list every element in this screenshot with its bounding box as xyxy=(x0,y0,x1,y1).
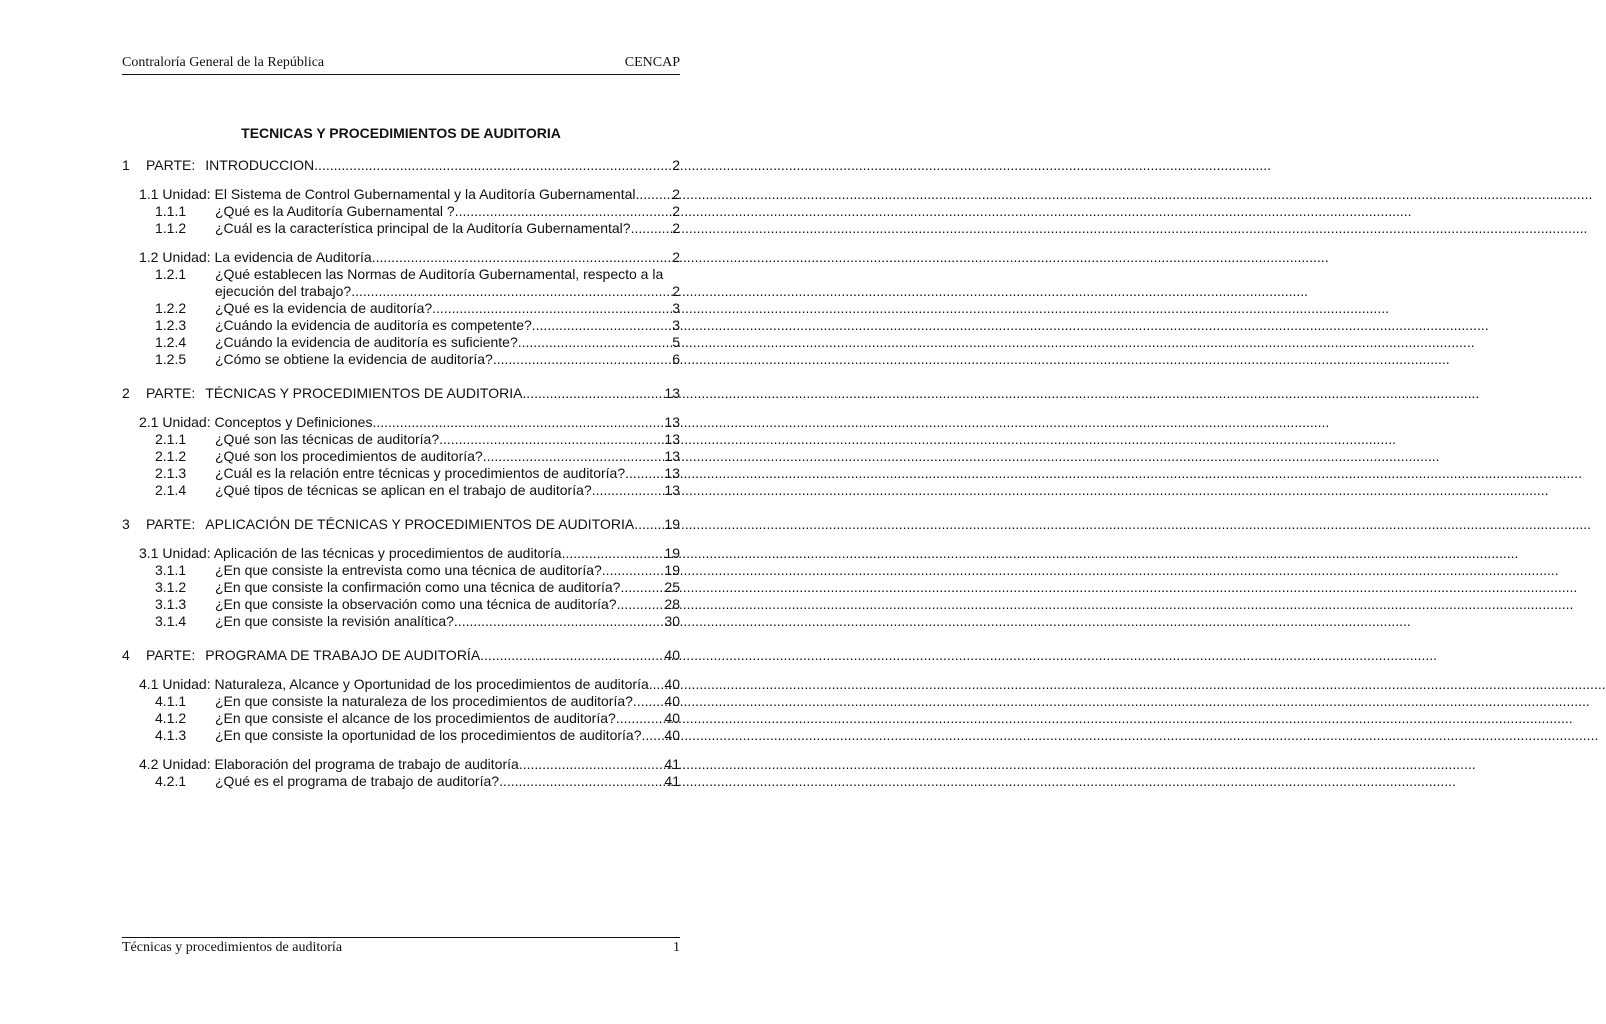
toc-item[interactable]: 1.1.1 ¿Qué es la Auditoría Gubernamental ? ..... 2 xyxy=(122,203,680,220)
page-number: 28 xyxy=(664,596,680,612)
page-number: 6 xyxy=(672,351,680,367)
page-number: 2 xyxy=(672,283,680,299)
toc-part[interactable]: 4 PARTE: PROGRAMA DE TRABAJO DE AUDITORÍA ..... 40 xyxy=(122,647,680,664)
toc-item[interactable]: 1.2.4 ¿Cuándo la evidencia de auditoría es suficiente? ..... 5 xyxy=(122,334,680,351)
toc-unit[interactable]: 1.2 Unidad: La evidencia de Auditoría ..... 2 xyxy=(122,249,680,266)
toc-item[interactable]: 2.1.4 ¿Qué tipos de técnicas se aplican en el trabajo de auditoría? ..... 13 xyxy=(122,482,680,499)
page-number: 41 xyxy=(664,756,680,772)
page-number: 2 xyxy=(672,157,680,173)
toc-unit[interactable]: 2.1 Unidad: Conceptos y Definiciones ..... 13 xyxy=(122,414,680,431)
page-header xyxy=(122,55,680,75)
toc-item[interactable]: 4.1.3 ¿En que consiste la oportunidad de los procedimientos de auditoría? ..... 40 xyxy=(122,727,680,744)
page-number: 19 xyxy=(664,516,680,532)
toc-item[interactable]: 4.2.1 ¿Qué es el programa de trabajo de auditoría? ..... 41 xyxy=(122,773,680,790)
toc-item[interactable]: 2.1.2 ¿Qué son los procedimientos de auditoría? ..... 13 xyxy=(122,448,680,465)
header-organization: Contraloría General de la República xyxy=(122,55,325,70)
page-number: 13 xyxy=(664,414,680,430)
page-number: 19 xyxy=(664,562,680,578)
toc-item[interactable]: 3.1.2 ¿En que consiste la confirmación como una técnica de auditoría? ..... 25 xyxy=(122,579,680,596)
toc-item[interactable]: 1.2.3 ¿Cuándo la evidencia de auditoría es competente? ..... 3 xyxy=(122,317,680,334)
page-number: 40 xyxy=(664,693,680,709)
page-number: 5 xyxy=(672,334,680,350)
page-number: 2 xyxy=(672,203,680,219)
page-number: 19 xyxy=(664,545,680,561)
toc-unit[interactable]: 3.1 Unidad: Aplicación de las técnicas y procedimientos de auditoría ..... 19 xyxy=(122,545,680,562)
toc-unit[interactable]: 4.1 Unidad: Naturaleza, Alcance y Oportunidad de los procedimientos de auditoría ..... 40 xyxy=(122,676,680,693)
toc-item[interactable]: 4.1.2 ¿En que consiste el alcance de los procedimientos de auditoría? ..... 40 xyxy=(122,710,680,727)
page-number: 13 xyxy=(664,385,680,401)
page-number: 2 xyxy=(672,249,680,265)
page-number: 13 xyxy=(664,448,680,464)
header-code: CENCAP xyxy=(624,55,680,70)
page-number: 25 xyxy=(664,579,680,595)
toc-item[interactable]: 1.2.2 ¿Qué es la evidencia de auditoría? ..... 3 xyxy=(122,300,680,317)
page-number: 30 xyxy=(664,613,680,629)
toc-item[interactable]: 1.2.5 ¿Cómo se obtiene la evidencia de auditoría? ..... 6 xyxy=(122,351,680,368)
page-number: 13 xyxy=(664,431,680,447)
table-of-contents xyxy=(122,157,680,790)
toc-item[interactable]: 4.1.1 ¿En que consiste la naturaleza de los procedimientos de auditoría? ..... 40 xyxy=(122,693,680,710)
page-footer xyxy=(122,937,680,956)
toc-item[interactable]: 2.1.3 ¿Cuál es la relación entre técnicas y procedimientos de auditoría? ..... 13 xyxy=(122,465,680,482)
toc-item[interactable]: 3.1.4 ¿En que consiste la revisión analítica? ..... 30 xyxy=(122,613,680,630)
page-number: 40 xyxy=(664,676,680,692)
toc-item[interactable]: 1.2.1 ¿Qué establecen las Normas de Auditoría Gubernamental, respecto a la ejecución del trabajo? ..... 2 xyxy=(122,266,680,300)
page-number: 41 xyxy=(664,773,680,789)
page-number: 3 xyxy=(672,300,680,316)
toc-unit[interactable]: 4.2 Unidad: Elaboración del programa de trabajo de auditoría ..... 41 xyxy=(122,756,680,773)
toc-item[interactable]: 3.1.1 ¿En que consiste la entrevista como una técnica de auditoría? ..... 19 xyxy=(122,562,680,579)
page-number: 13 xyxy=(664,465,680,481)
page-number: 40 xyxy=(664,727,680,743)
toc-item[interactable]: 2.1.1 ¿Qué son las técnicas de auditoría? ..... 13 xyxy=(122,431,680,448)
page-number: 2 xyxy=(672,220,680,236)
toc-part[interactable]: 1 PARTE: INTRODUCCION ..... 2 xyxy=(122,157,680,174)
toc-unit[interactable]: 1.1 Unidad: El Sistema de Control Gubernamental y la Auditoría Gubernamental ..... 2 xyxy=(122,186,680,203)
page-number: 3 xyxy=(672,317,680,333)
footer-document-name: Técnicas y procedimientos de auditoría xyxy=(122,940,343,955)
document-title: TECNICAS Y PROCEDIMIENTOS DE AUDITORIA xyxy=(241,125,561,141)
toc-item[interactable]: 1.1.2 ¿Cuál es la característica principal de la Auditoría Gubernamental? ..... 2 xyxy=(122,220,680,237)
toc-item[interactable]: 3.1.3 ¿En que consiste la observación como una técnica de auditoría? ..... 28 xyxy=(122,596,680,613)
toc-part[interactable]: 2 PARTE: TÉCNICAS Y PROCEDIMIENTOS DE AUDITORIA ..... 13 xyxy=(122,385,680,402)
page-number: 13 xyxy=(664,482,680,498)
toc-part[interactable]: 3 PARTE: APLICACIÓN DE TÉCNICAS Y PROCEDIMIENTOS DE AUDITORIA ..... 19 xyxy=(122,516,680,533)
page-number: 2 xyxy=(672,186,680,202)
page-number: 40 xyxy=(664,710,680,726)
footer-page-number: 1 xyxy=(673,940,680,955)
page-number: 40 xyxy=(664,647,680,663)
